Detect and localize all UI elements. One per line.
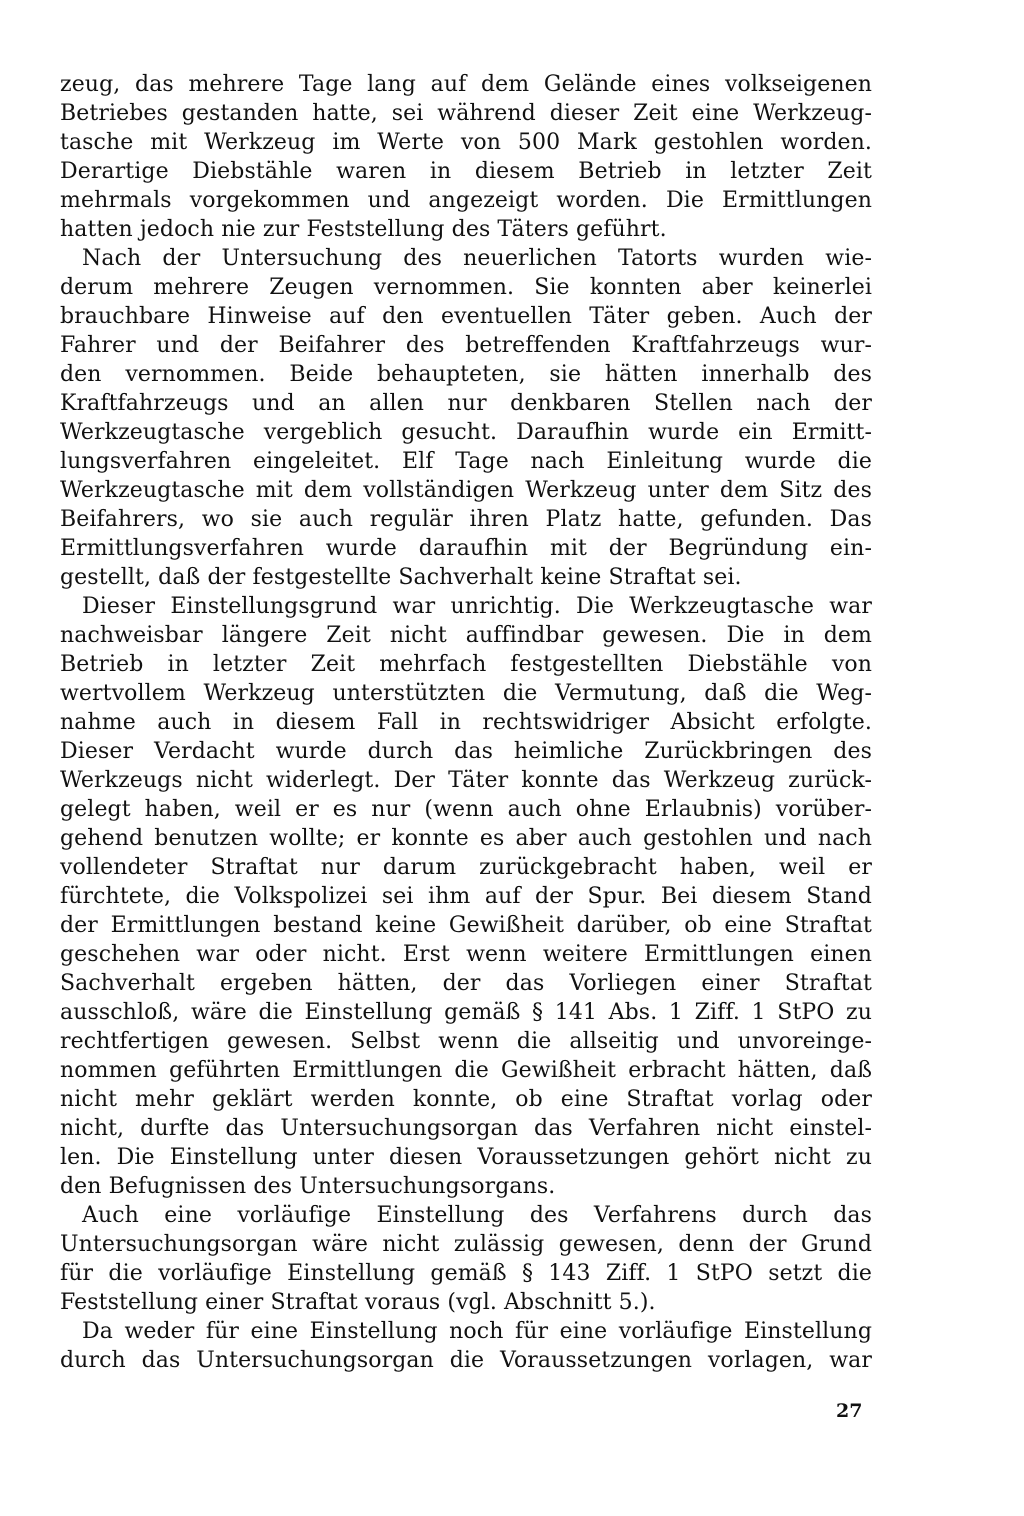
body-text [60,70,872,1375]
text-line: Ermittlungsverfahren wurde daraufhin mit der Begründung ein- [60,536,872,561]
text-line: gestellt, daß der festgestellte Sachverhalt keine Straftat sei. [60,565,742,590]
page-number: 27 [836,1400,863,1422]
text-line: hatten jedoch nie zur Feststellung des Täters geführt. [60,217,667,242]
text-line: Sachverhalt ergeben hätten, der das Vorliegen einer Straftat [60,971,872,996]
paragraph [60,244,872,592]
text-line: mehrmals vorgekommen und angezeigt worden. Die Ermittlungen [60,188,872,213]
text-line: Werkzeugs nicht widerlegt. Der Täter konnte das Werkzeug zurück- [60,768,872,793]
text-line: der Ermittlungen bestand keine Gewißheit darüber, ob eine Straftat [60,913,872,938]
paragraph [60,1201,872,1317]
text-line: Da weder für eine Einstellung noch für eine vorläufige Einstellung [82,1319,872,1344]
text-line: Werkzeugtasche vergeblich gesucht. Daraufhin wurde ein Ermitt- [60,420,872,445]
text-line: Beifahrers, wo sie auch regulär ihren Platz hatte, gefunden. Das [60,507,872,532]
text-line: lungsverfahren eingeleitet. Elf Tage nach Einleitung wurde die [60,449,872,474]
text-line: für die vorläufige Einstellung gemäß § 143 Ziff. 1 StPO setzt die [60,1261,872,1286]
text-line: den Befugnissen des Untersuchungsorgans. [60,1174,556,1199]
text-line: tasche mit Werkzeug im Werte von 500 Mark gestohlen worden. [60,130,872,155]
text-line: rechtfertigen gewesen. Selbst wenn die allseitig und unvoreinge- [60,1029,872,1054]
text-line: Betrieb in letzter Zeit mehrfach festgestellten Diebstähle von [60,652,872,677]
paragraph [60,1317,872,1375]
text-line: nicht mehr geklärt werden konnte, ob eine Straftat vorlag oder [60,1087,872,1112]
text-line: Nach der Untersuchung des neuerlichen Tatorts wurden wie- [82,246,872,271]
text-line: len. Die Einstellung unter diesen Voraussetzungen gehört nicht zu [60,1145,872,1170]
text-line: gelegt haben, weil er es nur (wenn auch ohne Erlaubnis) vorüber- [60,797,872,822]
text-line: derum mehrere Zeugen vernommen. Sie konnten aber keinerlei [60,275,872,300]
text-line: Werkzeugtasche mit dem vollständigen Werkzeug unter dem Sitz des [60,478,872,503]
text-line: Auch eine vorläufige Einstellung des Verfahrens durch das [82,1203,872,1228]
text-line: geschehen war oder nicht. Erst wenn weitere Ermittlungen einen [60,942,872,967]
text-line: Untersuchungsorgan wäre nicht zulässig gewesen, denn der Grund [60,1232,872,1257]
text-line: fürchtete, die Volkspolizei sei ihm auf der Spur. Bei diesem Stand [60,884,872,909]
text-line: den vernommen. Beide behaupteten, sie hätten innerhalb des [60,362,872,387]
text-line: Fahrer und der Beifahrer des betreffenden Kraftfahrzeugs wur- [60,333,872,358]
text-line: ausschloß, wäre die Einstellung gemäß § 141 Abs. 1 Ziff. 1 StPO zu [60,1000,872,1025]
text-line: Dieser Verdacht wurde durch das heimliche Zurückbringen des [60,739,872,764]
text-line: Dieser Einstellungsgrund war unrichtig. Die Werkzeugtasche war [82,594,872,619]
paragraph [60,592,872,1201]
text-line: nahme auch in diesem Fall in rechtswidriger Absicht erfolgte. [60,710,872,735]
text-line: vollendeter Straftat nur darum zurückgebracht haben, weil er [60,855,872,880]
text-line: Kraftfahrzeugs und an allen nur denkbaren Stellen nach der [60,391,872,416]
text-line: Feststellung einer Straftat voraus (vgl. Abschnitt 5.). [60,1290,656,1315]
text-line: nommen geführten Ermittlungen die Gewißheit erbracht hätten, daß [60,1058,872,1083]
text-line: brauchbare Hinweise auf den eventuellen Täter geben. Auch der [60,304,872,329]
text-line: Derartige Diebstähle waren in diesem Betrieb in letzter Zeit [60,159,872,184]
text-line: gehend benutzen wollte; er konnte es aber auch gestohlen und nach [60,826,872,851]
text-line: wertvollem Werkzeug unterstützten die Vermutung, daß die Weg- [60,681,872,706]
text-line: zeug, das mehrere Tage lang auf dem Gelände eines volkseigenen [60,72,872,97]
text-line: Betriebes gestanden hatte, sei während dieser Zeit eine Werkzeug- [60,101,872,126]
text-line: nachweisbar längere Zeit nicht auffindbar gewesen. Die in dem [60,623,872,648]
text-line: durch das Untersuchungsorgan die Voraussetzungen vorlagen, war [60,1348,872,1373]
text-line: nicht, durfte das Untersuchungsorgan das Verfahren nicht einstel- [60,1116,872,1141]
paragraph [60,70,872,244]
